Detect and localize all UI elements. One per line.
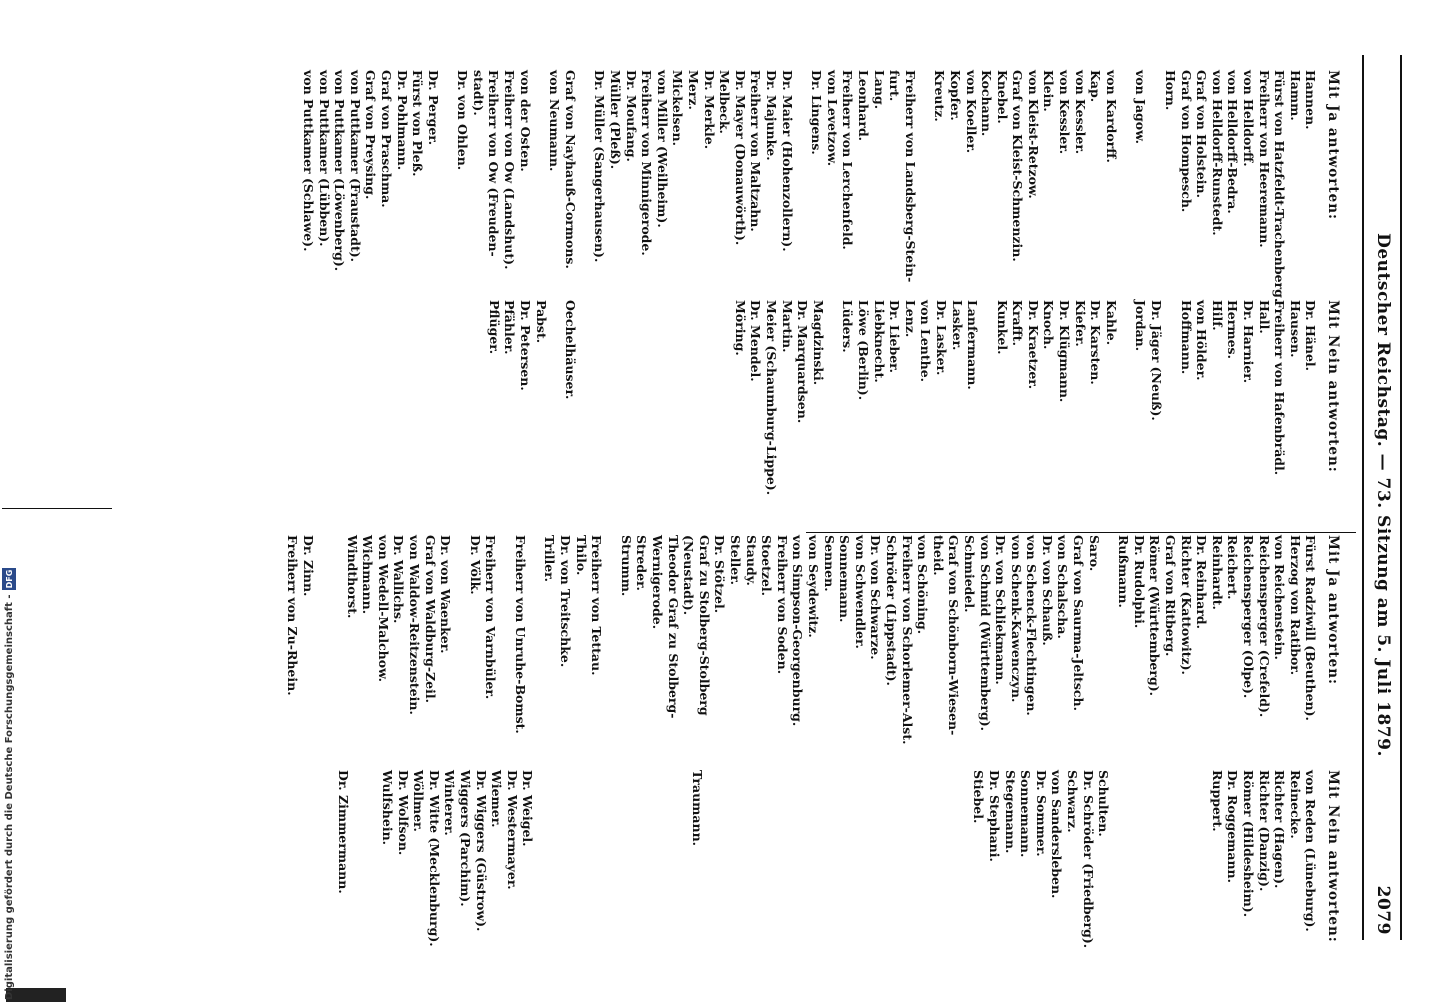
member-name: von Puttkamer (Lübben). bbox=[316, 70, 332, 247]
member-name: Mickelsen. bbox=[670, 70, 686, 146]
member-name: Ruppert. bbox=[1209, 770, 1225, 832]
spacer bbox=[831, 770, 845, 948]
spacer bbox=[662, 300, 676, 495]
member-name: von Schmid (Württemberg). bbox=[977, 535, 993, 731]
spacer bbox=[634, 300, 648, 495]
page-title: Deutscher Reichstag. — 73. Sitzung am 5. Juli 1879. bbox=[1373, 233, 1393, 757]
member-name: Dr. Rudolphi. bbox=[1131, 535, 1147, 629]
member-name: Dr. Perger. bbox=[425, 70, 441, 146]
spacer bbox=[873, 770, 887, 948]
member-name: Pfähler. bbox=[502, 300, 518, 355]
member-name: von Helldorff-Bedra. bbox=[1225, 70, 1241, 214]
spacer bbox=[826, 300, 840, 495]
spacer bbox=[1148, 70, 1162, 302]
dfg-logo: DFG bbox=[2, 568, 16, 590]
member-name: Lüders. bbox=[840, 300, 856, 353]
spacer bbox=[690, 300, 704, 495]
member-name: von Puttkamer (Fraustadt). bbox=[347, 70, 363, 262]
member-name: Dr. Stötzel. bbox=[712, 535, 728, 614]
spacer bbox=[316, 535, 330, 744]
member-name: Müller (Pleß). bbox=[608, 70, 624, 170]
spacer bbox=[620, 300, 634, 495]
member-name: Wichmann. bbox=[360, 535, 376, 615]
member-name: von Levetzow. bbox=[824, 70, 840, 167]
member-name: Dr. Maier (Hohenzollern). bbox=[779, 70, 795, 252]
member-name: Reinecke. bbox=[1287, 770, 1303, 839]
member-name: Dr. Klügmann. bbox=[1057, 300, 1073, 403]
member-name: Dr. Mayer (Donauwörth). bbox=[732, 70, 748, 246]
member-name: Dr. Wallichs. bbox=[391, 535, 407, 624]
member-name: Richter (Kattowitz). bbox=[1178, 535, 1194, 675]
member-name: von Hölder. bbox=[1194, 300, 1210, 381]
member-name: von Kessler. bbox=[1057, 70, 1073, 155]
member-name: Dr. Merkle. bbox=[701, 70, 717, 150]
member-name: Dr. Mendel. bbox=[748, 300, 764, 382]
member-name: von Kleist-Retzow. bbox=[1025, 70, 1041, 199]
spacer bbox=[605, 770, 619, 948]
column-heading: Mit Ja antworten: bbox=[1325, 535, 1341, 686]
member-name: Freiherr von Maltzahn. bbox=[748, 70, 764, 232]
member-name: Dr. Kraetzer. bbox=[1025, 300, 1041, 390]
column-heading: Mit Ja antworten: bbox=[1325, 70, 1341, 221]
spacer bbox=[929, 770, 943, 948]
member-name: Merz. bbox=[686, 70, 702, 110]
member-name: Dr. von Ohlen. bbox=[455, 70, 471, 171]
spacer bbox=[1167, 770, 1181, 948]
member-name: von der Osten. bbox=[517, 70, 533, 172]
member-name: Fürst von Hatzfeldt-Trachenberg. bbox=[1272, 70, 1288, 303]
member-name: von Schwendler. bbox=[852, 535, 868, 649]
spacer bbox=[719, 770, 733, 948]
member-name: Leonhard. bbox=[855, 70, 871, 142]
spacer bbox=[1195, 770, 1209, 948]
member-name: Kopfer. bbox=[947, 70, 963, 121]
member-name: Hannen. bbox=[1303, 70, 1319, 130]
member-name: von Reden (Lüneburg). bbox=[1303, 770, 1319, 932]
member-name: Freiherr von Unruhe-Bomst. bbox=[512, 535, 528, 734]
page-number: 2079 bbox=[1373, 885, 1393, 935]
member-name: Löwe (Berlin). bbox=[855, 300, 871, 401]
member-name: von Schenck-Flechtingen. bbox=[1024, 535, 1040, 716]
member-name: Dr. Roggemann. bbox=[1225, 770, 1241, 883]
running-header bbox=[1368, 55, 1398, 935]
member-name: Lenz. bbox=[902, 300, 918, 338]
spacer bbox=[578, 300, 592, 495]
member-name: Krafft. bbox=[1010, 300, 1026, 346]
spacer bbox=[943, 770, 957, 948]
member-name: Reinhardt. bbox=[1209, 535, 1225, 610]
spacer bbox=[592, 300, 606, 495]
member-name: von Wedell-Malchow. bbox=[375, 535, 391, 682]
spacer bbox=[915, 770, 929, 948]
column-divider bbox=[806, 532, 1356, 533]
member-name: Theodor Graf zu Stolberg- bbox=[665, 535, 681, 719]
member-name: Dr. Zinn. bbox=[300, 535, 316, 597]
column-nein-left bbox=[486, 300, 1340, 495]
member-name: Dr. von Schliekmann. bbox=[993, 535, 1009, 685]
member-name: von Puttkamer (Löwenberg). bbox=[332, 70, 348, 272]
member-name: Kreutz. bbox=[932, 70, 948, 122]
spacer bbox=[351, 770, 365, 948]
member-name: von Waldow-Reitzenstein. bbox=[406, 535, 422, 715]
member-name: von Simpson-Georgenburg. bbox=[790, 535, 806, 727]
spacer bbox=[795, 70, 809, 302]
member-name: Wöllmer. bbox=[411, 770, 427, 832]
spacer bbox=[1111, 770, 1125, 948]
spacer bbox=[718, 300, 732, 495]
member-name: Graf von Hompesch. bbox=[1178, 70, 1194, 213]
member-name: Wernigerode. bbox=[650, 535, 666, 630]
spacer bbox=[817, 770, 831, 948]
member-name: Graf von Praschma. bbox=[378, 70, 394, 208]
member-name: von Helldorff. bbox=[1241, 70, 1257, 167]
member-name: Graf von Nayhauß-Cormons. bbox=[562, 70, 578, 269]
member-name: Lanfermann. bbox=[965, 300, 981, 390]
spacer bbox=[606, 300, 620, 495]
spacer bbox=[535, 770, 549, 948]
member-name: Kahle. bbox=[1103, 300, 1119, 346]
member-name: von Kardorff. bbox=[1103, 70, 1119, 163]
member-name: Dr. von Schauß. bbox=[1039, 535, 1055, 646]
spacer bbox=[1119, 300, 1133, 495]
spacer bbox=[330, 535, 344, 744]
spacer bbox=[775, 770, 789, 948]
member-name: Dr. Lieber. bbox=[887, 300, 903, 373]
member-name: Sonnemann. bbox=[1018, 770, 1034, 858]
member-name: Lang. bbox=[871, 70, 887, 110]
member-name: Freiherr von Hafenbrädl. bbox=[1272, 300, 1288, 476]
column-heading: Mit Nein antworten: bbox=[1325, 770, 1341, 943]
member-name: Graf von Waldburg-Zeil. bbox=[422, 535, 438, 703]
member-name: Dr. von Waenker. bbox=[438, 535, 454, 654]
member-name: Lasker. bbox=[949, 300, 965, 351]
spacer bbox=[549, 770, 563, 948]
top-rule bbox=[1400, 55, 1402, 940]
member-name: Freiherr von Zu-Rhein. bbox=[285, 535, 301, 696]
spacer bbox=[957, 770, 971, 948]
member-name: Dr. Karsten. bbox=[1088, 300, 1104, 385]
spacer bbox=[1102, 535, 1116, 744]
spacer bbox=[789, 770, 803, 948]
spacer bbox=[648, 300, 662, 495]
spacer bbox=[675, 770, 689, 948]
spacer bbox=[1181, 770, 1195, 948]
member-name: Freiherr von Heeremann. bbox=[1256, 70, 1272, 248]
digitization-credit: Digitalisierung gefördert durch die Deutsche Forschungsgemeinschaft - bbox=[4, 594, 15, 1000]
member-name: Dr. von Schwarze. bbox=[868, 535, 884, 660]
member-name: Triller. bbox=[542, 535, 558, 582]
member-name: Dr. Völk. bbox=[467, 535, 483, 595]
member-name: Dr. Pohlmann. bbox=[394, 70, 410, 171]
header-rule bbox=[1363, 55, 1365, 940]
spacer bbox=[563, 770, 577, 948]
member-name: Graf von Saurma-Jeltsch. bbox=[1071, 535, 1087, 711]
member-name: Dr. Lasker. bbox=[933, 300, 949, 376]
member-name: Fürst Radziwill (Beuthen). bbox=[1303, 535, 1319, 721]
spacer bbox=[761, 770, 775, 948]
member-name: Schulten. bbox=[1096, 770, 1112, 837]
member-name: Schmiedel. bbox=[961, 535, 977, 613]
member-name: Dr. Stephani. bbox=[987, 770, 1003, 862]
member-name: Dr. von Treitschke. bbox=[558, 535, 574, 668]
spacer bbox=[733, 770, 747, 948]
member-name: Dr. Harnier. bbox=[1241, 300, 1257, 384]
member-name: von Kessler. bbox=[1072, 70, 1088, 155]
member-name: theid. bbox=[930, 535, 946, 576]
spacer bbox=[901, 770, 915, 948]
member-name: von Seydewitz. bbox=[806, 535, 821, 638]
member-name: Freiherr von Ow (Landshut). bbox=[502, 70, 518, 270]
spacer bbox=[676, 300, 690, 495]
member-name: Römer (Württemberg). bbox=[1147, 535, 1163, 696]
spacer bbox=[859, 770, 873, 948]
member-name: Magdzinski. bbox=[810, 300, 826, 386]
member-name: Streder. bbox=[634, 535, 650, 591]
member-name: Hoffmann. bbox=[1178, 300, 1194, 375]
member-name: (Neustadt). bbox=[681, 535, 697, 616]
spacer bbox=[980, 300, 994, 495]
member-name: Reichensperger (Crefeld). bbox=[1256, 535, 1272, 718]
member-name: furt. bbox=[887, 70, 903, 102]
member-name: Schröder (Lippstadt). bbox=[883, 535, 899, 686]
member-name: Graf zu Stolberg-Stolberg bbox=[696, 535, 712, 716]
member-name: Liebknecht. bbox=[871, 300, 887, 383]
member-name: von Lenthe. bbox=[918, 300, 934, 383]
member-name: Dr. Hänel. bbox=[1303, 300, 1319, 372]
member-name: Richter (Hagen). bbox=[1272, 770, 1288, 889]
spacer bbox=[747, 770, 761, 948]
member-name: Reichensperger (Olpe). bbox=[1241, 535, 1257, 699]
spacer bbox=[1125, 770, 1139, 948]
member-name: Stiebel. bbox=[971, 770, 987, 824]
member-name: Strumm. bbox=[618, 535, 634, 597]
member-name: von Jagow. bbox=[1133, 70, 1149, 144]
spacer bbox=[633, 770, 647, 948]
member-name: von Helldorff-Runstedt. bbox=[1209, 70, 1225, 236]
member-name: Horn. bbox=[1163, 70, 1179, 111]
member-name: Graf von Schönborn-Wiesen- bbox=[946, 535, 962, 736]
spacer bbox=[441, 70, 455, 302]
spacer bbox=[918, 70, 932, 302]
member-name: Dr. Zimmermann. bbox=[336, 770, 352, 894]
spacer bbox=[578, 70, 592, 302]
member-name: Dr. Petersen. bbox=[518, 300, 534, 391]
member-name: Knebel. bbox=[994, 70, 1010, 124]
spacer bbox=[1153, 770, 1167, 948]
member-name: Meier (Schaumburg-Lippe). bbox=[764, 300, 779, 496]
member-name: Sonnemann. bbox=[837, 535, 853, 623]
spacer bbox=[647, 770, 661, 948]
member-name: Klein. bbox=[1041, 70, 1057, 112]
member-name: Saro. bbox=[1086, 535, 1102, 572]
member-name: Reichert. bbox=[1225, 535, 1241, 600]
member-name: Graf von Ritberg. bbox=[1163, 535, 1179, 657]
member-name: Kap. bbox=[1088, 70, 1104, 103]
member-name: Freiherr von Varnbüler. bbox=[483, 535, 499, 700]
member-name: Kunkel. bbox=[994, 300, 1010, 355]
spacer bbox=[1119, 70, 1133, 302]
spacer bbox=[1139, 770, 1153, 948]
column-ja-left bbox=[300, 70, 1340, 302]
spacer bbox=[365, 770, 379, 948]
member-name: von Schenk-Kawenczyn. bbox=[1008, 535, 1024, 703]
member-name: Thilo. bbox=[573, 535, 589, 576]
member-name: Stoetzel. bbox=[759, 535, 775, 597]
member-name: Dr. Marquardsen. bbox=[795, 300, 811, 424]
column-nein-right bbox=[336, 770, 1340, 948]
member-name: von Miller (Weilheim). bbox=[654, 70, 670, 228]
spacer bbox=[549, 300, 563, 495]
spacer bbox=[661, 770, 675, 948]
spacer bbox=[528, 535, 542, 744]
member-name: Staudy. bbox=[743, 535, 759, 586]
member-name: Dr. Müller (Sangerhausen). bbox=[592, 70, 608, 263]
member-name: Sennen. bbox=[821, 535, 837, 592]
member-name: Windthorst. bbox=[344, 535, 360, 619]
member-name: Fürst von Pleß. bbox=[410, 70, 426, 177]
member-name: Hermes. bbox=[1225, 300, 1241, 359]
member-name: Freiherr von Schorlemer-Alst. bbox=[899, 535, 915, 745]
spacer bbox=[533, 70, 547, 302]
member-name: Jordan. bbox=[1133, 300, 1149, 352]
member-name: Graf von Kleist-Schmenzin. bbox=[1010, 70, 1026, 262]
member-name: Stegemann. bbox=[1002, 770, 1018, 854]
member-name: Schwarz. bbox=[1065, 770, 1081, 833]
member-name: Hall. bbox=[1256, 300, 1272, 334]
member-name: von Reichenstein. bbox=[1272, 535, 1288, 660]
member-name: Wiggers (Parchim). bbox=[457, 770, 473, 907]
column-heading: Mit Nein antworten: bbox=[1325, 300, 1341, 473]
member-name: Dr. Reinhard. bbox=[1194, 535, 1210, 630]
member-name: Freiherr von Tettau. bbox=[589, 535, 605, 676]
member-name: Hamm. bbox=[1287, 70, 1303, 121]
member-name: Freiherr von Soden. bbox=[774, 535, 790, 675]
spacer bbox=[887, 770, 901, 948]
member-name: Winterer. bbox=[442, 770, 458, 836]
member-name: Dr. Majunke. bbox=[764, 70, 779, 161]
member-name: Freiherr von Lerchenfeld. bbox=[840, 70, 856, 250]
member-name: Richter (Danzig). bbox=[1256, 770, 1272, 892]
member-name: Herzog von Ratibor. bbox=[1287, 535, 1303, 676]
spacer bbox=[453, 535, 467, 744]
member-name: Traumann. bbox=[689, 770, 705, 847]
member-name: Knoch. bbox=[1041, 300, 1057, 350]
member-name: Möring. bbox=[732, 300, 748, 356]
member-name: von Neumann. bbox=[547, 70, 563, 172]
member-name: Dr. Jäger (Neuß). bbox=[1149, 300, 1165, 421]
column-ja-right bbox=[285, 535, 1340, 744]
member-name: Melbeck. bbox=[717, 70, 733, 134]
member-name: Kiefer. bbox=[1072, 300, 1088, 347]
member-name: Martin. bbox=[779, 300, 795, 353]
member-name: von Puttkamer (Schlawe). bbox=[300, 70, 316, 252]
member-name: Freiherr von Landsberg-Stein- bbox=[902, 70, 918, 283]
member-name: Hausen. bbox=[1287, 300, 1303, 358]
member-name: Steller. bbox=[728, 535, 744, 585]
spacer bbox=[604, 535, 618, 744]
member-name: Dr. Witte (Mecklenburg). bbox=[426, 770, 442, 947]
spacer bbox=[577, 770, 591, 948]
member-name: Graf von Preysing. bbox=[363, 70, 379, 200]
member-name: stadt). bbox=[470, 70, 486, 116]
spacer bbox=[845, 770, 859, 948]
member-name: Kochann. bbox=[979, 70, 995, 137]
member-name: Dr. Moufang. bbox=[623, 70, 639, 162]
member-name: Dr. Weigel. bbox=[520, 770, 536, 847]
spacer bbox=[704, 300, 718, 495]
member-name: Oechelhäuser. bbox=[563, 300, 579, 400]
spacer bbox=[591, 770, 605, 948]
member-name: von Koeller. bbox=[963, 70, 979, 154]
spacer bbox=[803, 770, 817, 948]
footer bbox=[0, 0, 30, 1000]
spacer bbox=[1164, 300, 1178, 495]
member-name: Wiemer. bbox=[489, 770, 505, 828]
member-name: Dr. Wiggers (Güstrow). bbox=[473, 770, 489, 932]
member-name: Römer (Hildesheim). bbox=[1241, 770, 1257, 918]
member-name: Freiherr von Minnigerode. bbox=[639, 70, 655, 256]
member-name: Hilf. bbox=[1209, 300, 1225, 331]
member-name: Freiherr von Ow (Freuden- bbox=[486, 70, 502, 257]
member-name: von Schöning. bbox=[915, 535, 931, 635]
member-name: Dr. Schröder (Friedberg). bbox=[1080, 770, 1096, 949]
member-name: Wulfshein. bbox=[379, 770, 395, 846]
spacer bbox=[498, 535, 512, 744]
member-name: Dr. Wolfson. bbox=[395, 770, 411, 856]
member-name: Rußmann. bbox=[1116, 535, 1132, 608]
member-name: von Sandersleben. bbox=[1049, 770, 1065, 899]
member-name: Dr. Lingens. bbox=[809, 70, 825, 155]
member-name: Graf von Holstein. bbox=[1194, 70, 1210, 198]
member-name: Pabst. bbox=[533, 300, 549, 344]
member-name: von Schalscha. bbox=[1055, 535, 1071, 639]
spacer bbox=[705, 770, 719, 948]
member-name: Dr. Sommer. bbox=[1033, 770, 1049, 857]
spacer bbox=[619, 770, 633, 948]
member-name: Dr. Westermayer. bbox=[504, 770, 520, 890]
member-name: Pflüger. bbox=[486, 300, 502, 355]
